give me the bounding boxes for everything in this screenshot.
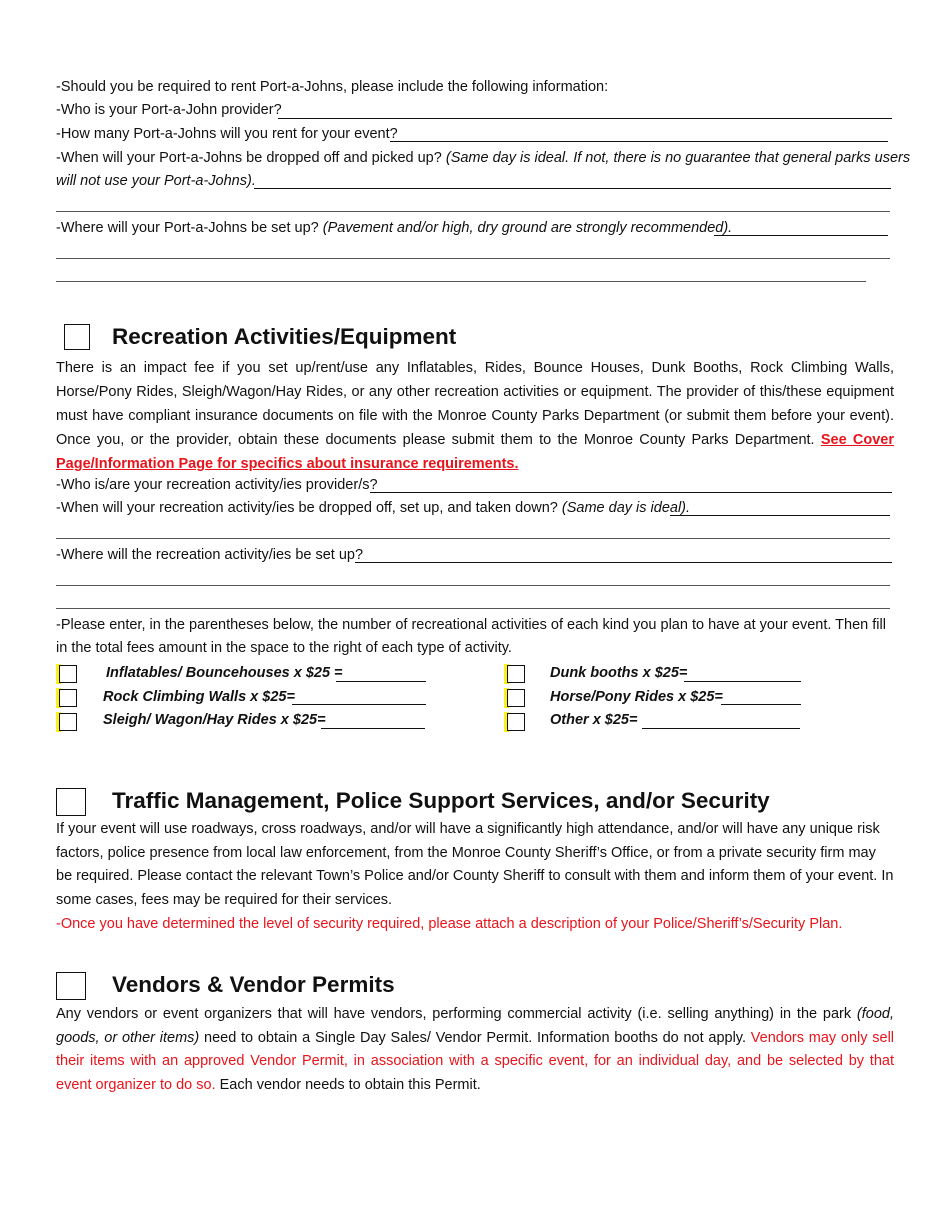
- portajohn-count-label: -How many Port-a-Johns will you rent for your event?: [56, 126, 398, 142]
- recreation-insurance-link[interactable]: See Cover Page/Information Page for specifics about insurance requirements.: [56, 432, 895, 472]
- fee-label-sleigh: Sleigh/ Wagon/Hay Rides x $25=: [103, 712, 326, 728]
- fee-checkbox-inflatables[interactable]: [56, 664, 78, 684]
- portajohn-dropoff-note-cont: will not use your Port-a-Johns).: [56, 173, 256, 189]
- fee-field-rock-climbing[interactable]: [292, 704, 426, 705]
- recreation-setup-label: -Where will the recreation activity/ies be set up?: [56, 547, 364, 563]
- fee-label-other: Other x $25=: [550, 712, 638, 728]
- recreation-dropoff-field[interactable]: [670, 515, 890, 516]
- recreation-dropoff-question: -When will your recreation activity/ies be dropped off, set up, and taken down?: [56, 500, 558, 516]
- fee-field-dunk-booths[interactable]: [684, 681, 801, 682]
- traffic-checkbox[interactable]: [56, 788, 86, 816]
- portajohn-setup-note: (Pavement and/or high, dry ground are strongly recommended).: [322, 220, 733, 236]
- recreation-body: [56, 356, 894, 476]
- fee-field-inflatables[interactable]: [336, 681, 426, 682]
- fee-label-rock-climbing: Rock Climbing Walls x $25=: [103, 689, 295, 705]
- portajohn-setup-field-extra-1[interactable]: [56, 258, 890, 259]
- fee-checkbox-sleigh[interactable]: [56, 712, 78, 732]
- portajohn-dropoff-question: -When will your Port-a-Johns be dropped off and picked up?: [56, 150, 442, 166]
- recreation-body-text: There is an impact fee if you set up/rent/use any Inflatables, Rides, Bounce Houses, Dunk Booths, Rock Climbing Walls, Horse/Pony Rides, Sleigh/Wagon/Hay Rides, or any other recreation activities or equipment. The provider of this/these equipment must have compliant insurance documents on file with the Monroe County Parks Department (or submit them before your event). Once you, or the provider, obtain these documents please submit them to the Monroe County Parks Department.: [56, 360, 894, 448]
- portajohn-provider-field[interactable]: [278, 118, 892, 119]
- vendors-title: Vendors & Vendor Permits: [112, 972, 395, 997]
- vendors-body-1: Any vendors or event organizers that will have vendors, performing commercial activity (i.e. selling anything) in the park: [56, 1006, 852, 1022]
- fee-field-sleigh[interactable]: [321, 728, 425, 729]
- recreation-setup-field-extra-2[interactable]: [56, 608, 890, 609]
- fee-checkbox-other[interactable]: [504, 712, 526, 732]
- portajohn-dropoff-field[interactable]: [254, 188, 891, 189]
- recreation-dropoff-note: (Same day is ideal).: [561, 500, 691, 516]
- portajohn-dropoff-label: [56, 149, 910, 167]
- traffic-body: If your event will use roadways, cross roadways, and/or will have a significantly high attendance, and/or will have any unique risk factors, police presence from local law enforcement, from the Monroe County Sheriff’s Office, or from a private security firm may be required. Please contact the relevant Town’s Police and/or County Sheriff to consult with them and inform them of your event. In some cases, fees may be required for their services.: [56, 821, 894, 908]
- traffic-note: -Once you have determined the level of security required, please attach a description of your Police/Sheriff’s/Security Plan.: [56, 916, 843, 932]
- portajohn-dropoff-field-extra[interactable]: [56, 211, 890, 212]
- vendors-body-2: need to obtain a Single Day Sales/ Vendor Permit. Information booths do not apply.: [204, 1029, 747, 1046]
- recreation-provider-label: -Who is/are your recreation activity/ies provider/s?: [56, 477, 378, 493]
- vendors-checkbox[interactable]: [56, 972, 86, 1000]
- fee-label-inflatables: Inflatables/ Bouncehouses x $25 =: [106, 665, 343, 681]
- vendors-body-italic: (food, goods, or other items): [56, 1006, 894, 1046]
- recreation-provider-field[interactable]: [370, 492, 892, 493]
- recreation-setup-field[interactable]: [355, 562, 892, 563]
- recreation-title: Recreation Activities/Equipment: [112, 324, 457, 349]
- fee-field-other[interactable]: [642, 728, 800, 729]
- vendors-body-red: Vendors may only sell their items with an approved Vendor Permit, in association with a specific event, for an individual day, and be selected by that event organizer to do so.: [56, 1029, 895, 1093]
- recreation-dropoff-label: [56, 499, 690, 517]
- portajohn-setup-field-extra-2[interactable]: [56, 281, 866, 282]
- portajohn-provider-label: -Who is your Port-a-John provider?: [56, 102, 282, 118]
- fee-label-horse-pony: Horse/Pony Rides x $25=: [550, 689, 723, 705]
- vendors-body-3: Each vendor needs to obtain this Permit.: [219, 1076, 481, 1093]
- portajohn-setup-field[interactable]: [714, 235, 888, 236]
- fee-label-dunk-booths: Dunk booths x $25=: [550, 665, 688, 681]
- vendors-body: [56, 1003, 894, 1097]
- portajohn-setup-label: [56, 219, 732, 237]
- fee-field-horse-pony[interactable]: [721, 704, 801, 705]
- fee-checkbox-dunk-booths[interactable]: [504, 664, 526, 684]
- portajohn-intro: -Should you be required to rent Port-a-Johns, please include the following information:: [56, 79, 609, 95]
- portajohn-dropoff-note: (Same day is ideal. If not, there is no guarantee that general parks users: [445, 150, 911, 166]
- recreation-dropoff-field-extra[interactable]: [56, 538, 890, 539]
- portajohn-count-field[interactable]: [390, 141, 888, 142]
- fee-checkbox-rock-climbing[interactable]: [56, 688, 78, 708]
- traffic-title: Traffic Management, Police Support Services, and/or Security: [112, 788, 770, 813]
- recreation-setup-field-extra-1[interactable]: [56, 585, 890, 586]
- recreation-count-intro: -Please enter, in the parentheses below, the number of recreational activities of each kind you plan to have at your event. Then fill in the total fees amount in the space to the right of each type of activity.: [56, 617, 886, 656]
- recreation-checkbox[interactable]: [64, 324, 90, 350]
- portajohn-setup-question: -Where will your Port-a-Johns be set up?: [56, 220, 319, 236]
- fee-checkbox-horse-pony[interactable]: [504, 688, 526, 708]
